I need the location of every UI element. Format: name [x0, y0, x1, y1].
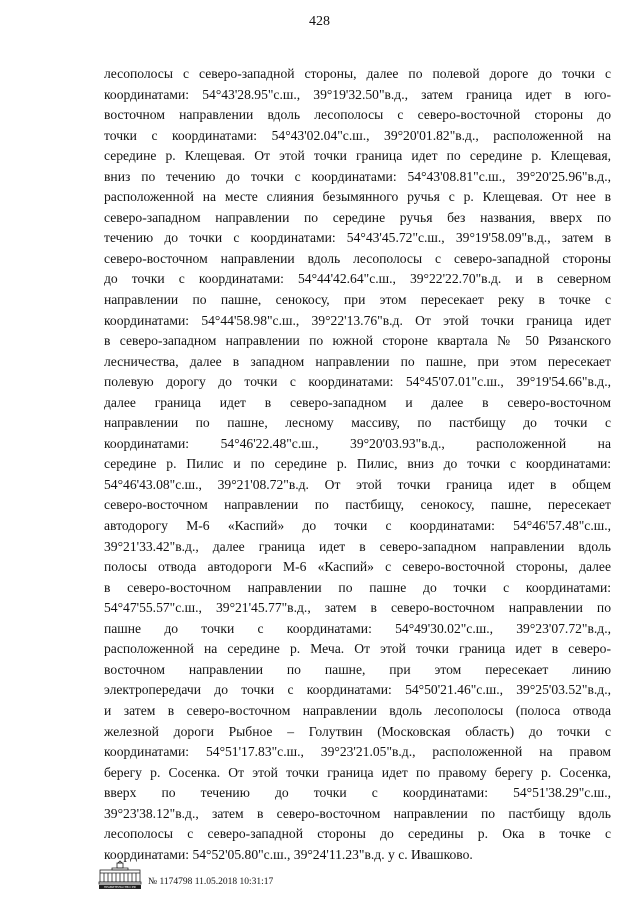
- text-line: лесополосы с северо-западной стороны до середины р. Ока в точке с: [104, 826, 611, 842]
- text-line: расположенной на месте слияния безымянного ручья с р. Клещевая. От нее в: [104, 189, 611, 205]
- text-line: координатами: 54°46'22.48"с.ш., 39°20'03.93"в.д., расположенной на: [104, 435, 611, 451]
- text-line: автодорогу М-6 «Каспий» до точки с координатами: 54°46'57.48"с.ш.,: [104, 518, 611, 534]
- text-line: координатами: 54°51'17.83"с.ш., 39°23'21.05"в.д., расположенной на правом: [104, 744, 611, 760]
- emblem-caption: ПРАВИТЕЛЬСТВО РФ: [103, 885, 137, 890]
- text-line: пашне до точки с координатами: 54°49'30.02"с.ш., 39°23'07.72"в.д.,: [104, 620, 611, 636]
- text-line: направлении по пашне, сенокосу, при этом пересекает реку в точке с: [104, 292, 611, 308]
- text-line: лесничества, далее в западном направлении по пашне, при этом пересекает: [104, 353, 611, 369]
- text-line: лесополосы с северо-западной стороны, далее по полевой дороге до точки с: [104, 66, 611, 81]
- text-line: в северо-восточном направлении по пашне до точки с координатами:: [104, 579, 611, 595]
- text-line: берегу р. Сосенка. От этой точки граница идет по правому берегу р. Сосенка,: [104, 764, 611, 780]
- text-line: координатами: 54°43'28.95"с.ш., 39°19'32.50"в.д., затем граница идет в юго-: [104, 86, 611, 102]
- text-line: координатами: 54°52'05.80"с.ш., 39°24'11.23"в.д. у с. Ивашково.: [104, 846, 473, 862]
- text-line: в северо-западном направлении по южной стороне квартала № 50 Рязанского: [104, 333, 611, 349]
- timestamp: 11.05.2018 10:31:17: [194, 877, 274, 887]
- text-line: северо-западном направлении по середине ручья без названия, вверх по: [104, 209, 611, 225]
- document-body: [104, 64, 611, 865]
- text-line: 39°21'33.42"в.д., далее граница идет в северо-западном направлении вдоль: [104, 538, 611, 554]
- text-line: далее граница идет в северо-западном и далее в северо-восточном: [104, 394, 611, 410]
- text-line: вниз по течению до точки с координатами: 54°43'08.81"с.ш., 39°20'25.96"в.д.,: [104, 168, 611, 184]
- text-line: течению до точки с координатами: 54°43'45.72"с.ш., 39°19'58.09"в.д., затем в: [104, 230, 611, 246]
- text-line: полосы отвода автодороги М-6 «Каспий» с северо-восточной стороны, далее: [104, 559, 611, 575]
- text-line: электропередачи до точки с координатами: 54°50'21.46"с.ш., 39°25'03.52"в.д.,: [104, 682, 611, 698]
- text-line: 39°23'38.12"в.д., затем в северо-восточном направлении по пастбищу вдоль: [104, 805, 611, 821]
- document-footer: [98, 860, 273, 890]
- text-line: 54°46'43.08"с.ш., 39°21'08.72"в.д. От этой точки граница идет в общем: [104, 476, 611, 492]
- page-number: 428: [309, 14, 330, 29]
- text-line: до точки с координатами: 54°44'42.64"с.ш., 39°22'22.70"в.д. и в северном: [104, 271, 611, 287]
- text-line: точки с координатами: 54°43'02.04"с.ш., 39°20'01.82"в.д., расположенной на: [104, 127, 611, 143]
- text-line: и затем в северо-восточном направлении вдоль лесополосы (полоса отвода: [104, 702, 611, 718]
- footer-text: [148, 876, 273, 890]
- text-line: восточном направлении вдоль лесополосы с северо-восточной стороны до: [104, 107, 611, 123]
- government-building-icon: [98, 860, 142, 890]
- text-line: направлении по пашне, лесному массиву, по пастбищу до точки с: [104, 415, 611, 431]
- text-line: расположенной на середине р. Меча. От этой точки граница идет в северо-: [104, 641, 611, 657]
- text-line: полевую дорогу до точки с координатами: 54°45'07.01"с.ш., 39°19'54.66"в.д.,: [104, 374, 611, 390]
- text-line: северо-восточном направлении по пастбищу, сенокосу, пашне, пересекает: [104, 497, 611, 513]
- text-line: середине р. Пилис и по середине р. Пилис, вниз до точки с координатами:: [104, 456, 611, 472]
- text-line: вверх по течению до точки с координатами: 54°51'38.29"с.ш.,: [104, 785, 611, 801]
- text-line: восточном направлении по пашне, при этом пересекает линию: [104, 661, 611, 677]
- document-number: № 1174798: [148, 877, 193, 887]
- text-line: северо-восточном направлении вдоль лесополосы с северо-западной стороны: [104, 250, 611, 266]
- text-line: координатами: 54°44'58.98"с.ш., 39°22'13.76"в.д. От этой точки граница идет: [104, 312, 611, 328]
- text-line: железной дороги Рыбное – Голутвин (Московская область) до точки с: [104, 723, 611, 739]
- text-line: 54°47'55.57"с.ш., 39°21'45.77"в.д., затем в северо-восточном направлении по: [104, 600, 611, 616]
- text-line: середине р. Клещевая. От этой точки граница идет по середине р. Клещевая,: [104, 148, 611, 164]
